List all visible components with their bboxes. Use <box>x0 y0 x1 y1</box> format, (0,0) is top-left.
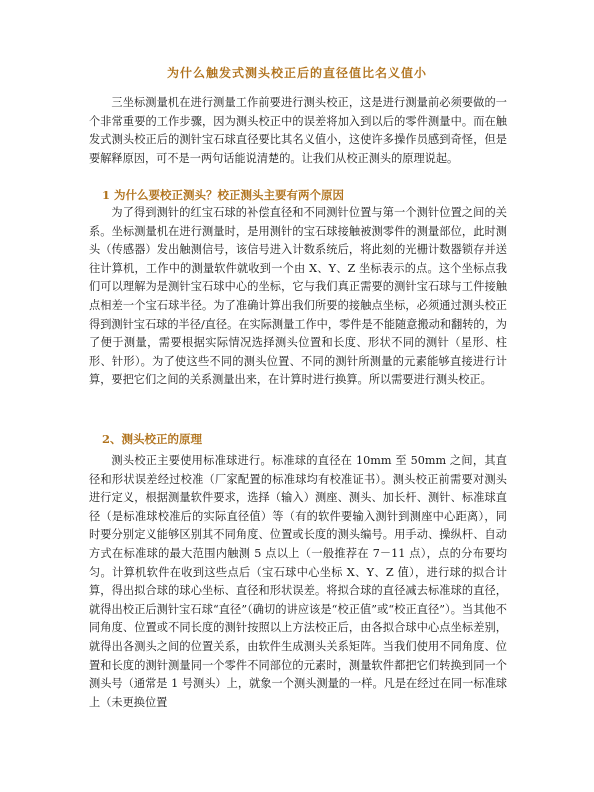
section-2-heading: 2、测头校正的原理 <box>102 432 203 446</box>
section-2-paragraph: 测头校正主要使用标准球进行。标准球的直径在 10mm 至 50mm 之间，其直径和形状误差经过校准（厂家配置的标准球均有校准证书）。测头校正前需要对测头进行定义，根据测量软件要求，选择（输入）测座、测头、加长杆、测针、标准球直径（是标准球校准后的实际直径值）等（有的软件要输入测针到测座中心距离），同时要分别定义能够区别其不同角度、位置或长度的测头编号。用手动、操纵杆、自动方式在标准球的最大范围内触测 5 点以上（一般推荐在 7－11 点），点的分布要均匀。计算机软件在收到这些点后（宝石球中心坐标 X、Y、Z 值），进行球的拟合计算，得出拟合球的球心坐标、直径和形状误差。将拟合球的直径减去标准球的直径，就得出校正后测针宝石球“直径”（确切的讲应该是“校正值”或“校正直径”）。当其他不同角度、位置或不同长度的测针按照以上方法校正后，由各拟合球中心点坐标差别，就得出各测头之间的位置关系，由软件生成测头关系矩阵。当我们使用不同角度、位置和长度的测针测量同一个零件不同部位的元素时，测量软件都把它们转换到同一个测头号（通常是 1 号测头）上，就象一个测头测量的一样。凡是在经过在同一标准球上（未更换位置 <box>89 454 507 709</box>
section-1-paragraph: 为了得到测针的红宝石球的补偿直径和不同测针位置与第一个测针位置之间的关系。坐标测量机在进行测量时，是用测针的宝石球接触被测零件的测量部位，此时测头（传感器）发出触测信号，该信号进入计数系统后，将此刻的光栅计数器锁存并送往计算机，工作中的测量软件就收到一个由 X、Y、Z 坐标表示的点。这个坐标点我们可以理解为是测针宝石球中心的坐标，它与我们真正需要的测针宝石球与工件接触点相差一个宝石球半径。为了准确计算出我们所要的接触点坐标，必须通过测头校正得到测针宝石球的半径/直径。在实际测量工作中，零件是不能随意搬动和翻转的，为了便于测量，需要根据实际情况选择测头位置和长度、形状不同的测针（星形、柱形、针形）。为了使这些不同的测头位置、不同的测针所测量的元素能够直接进行计算，要把它们之间的关系测量出来，在计算时进行换算。所以需要进行测头校正。 <box>89 206 507 387</box>
intro-paragraph: 三坐标测量机在进行测量工作前要进行测头校正，这是进行测量前必须要做的一个非常重要的工作步骤，因为测头校正中的误差将加入到以后的零件测量中。而在触发式测头校正后的测针宝石球直径要比其名义值小，这使许多操作员感到奇怪，但是要解释原因，可不是一两句话能说清楚的。让我们从校正测头的原理说起。 <box>89 96 507 165</box>
document-title: 为什么触发式测头校正后的直径值比名义值小 <box>166 66 427 80</box>
section-1-heading: 1 为什么要校正测头？校正测头主要有两个原因 <box>102 188 345 202</box>
